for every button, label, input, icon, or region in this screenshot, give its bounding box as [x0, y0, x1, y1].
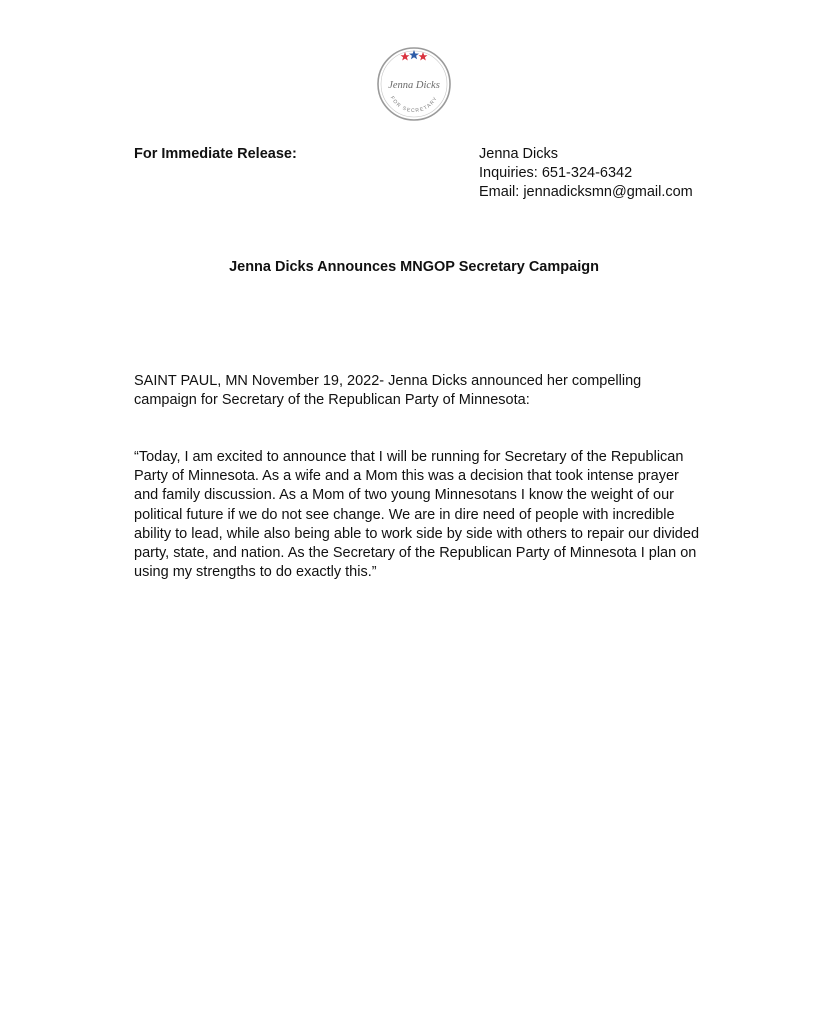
logo-subtitle-text: FOR SECRETARY	[388, 95, 440, 115]
contact-block	[479, 145, 693, 202]
body-paragraph-quote: “Today, I am excited to announce that I will be running for Secretary of the Republican Party of Minnesota. As a wife and a Mom this was a decision that took intense prayer and family discussion. As a Mom of two young Minnesotans I know the weight of our political future if we do not see change. We are in dire need of people with incredible ability to lead, while also being able to work side by side with others to repair our divided party, state, and nation. As the Secretary of the Republican Party of Minnesota I plan on using my strengths to do exactly this.”	[134, 449, 700, 581]
release-label: For Immediate Release:	[134, 146, 297, 162]
campaign-logo	[376, 46, 452, 122]
contact-inquiries: Inquiries: 651-324-6342	[479, 165, 633, 181]
press-release-headline: Jenna Dicks Announces MNGOP Secretary Campaign	[229, 259, 599, 275]
body-paragraph-dateline: SAINT PAUL, MN November 19, 2022- Jenna Dicks announced her compelling campaign for Secretary of the Republican Party of Minnesota:	[134, 373, 642, 409]
contact-name: Jenna Dicks	[479, 146, 558, 162]
contact-email: Email: jennadicksmn@gmail.com	[479, 184, 693, 200]
logo-name-text: Jenna Dicks	[388, 80, 440, 91]
three-stars-circle-logo-icon	[376, 46, 452, 122]
